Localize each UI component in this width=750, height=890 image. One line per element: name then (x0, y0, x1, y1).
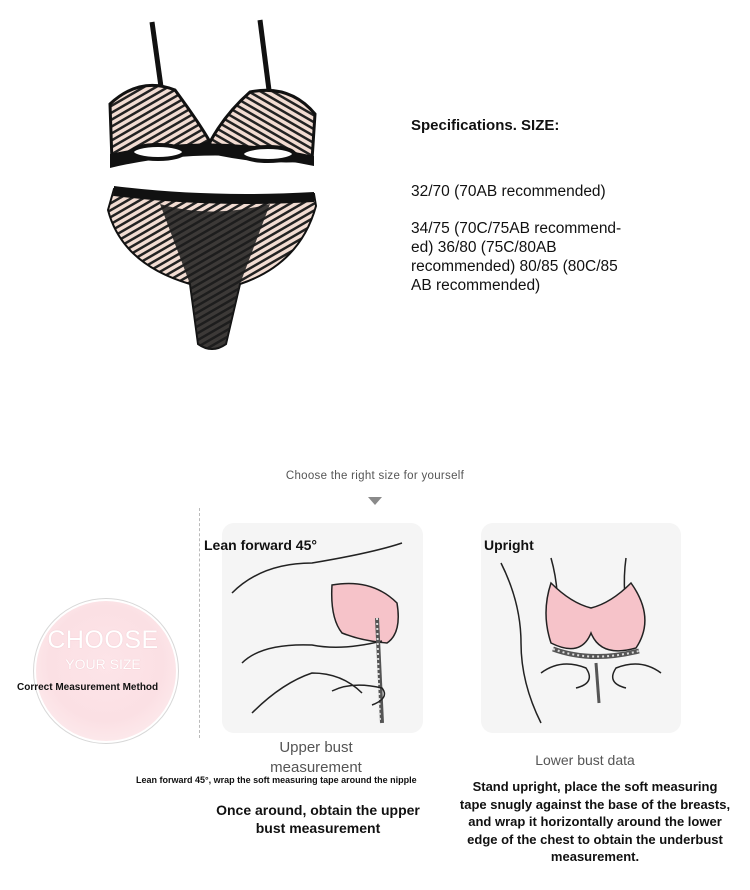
product-photo (100, 14, 322, 360)
upper-bust-title-line: measurement (270, 759, 362, 776)
lower-desc-line: measurement. (550, 849, 640, 864)
size-line-1: 32/70 (70AB recommended) (411, 183, 606, 200)
lower-desc-line: tape snugly against the base of the breasts, (459, 796, 731, 812)
lean-forward-label: Lean forward 45° (204, 537, 317, 553)
choose-note: Choose the right size for yourself (285, 470, 465, 482)
lower-desc-line: edge of the chest to obtain the underbust (467, 831, 723, 847)
lean-forward-illustration (222, 523, 423, 733)
upright-card (481, 523, 681, 733)
down-arrow-icon (368, 497, 382, 505)
upper-desc-line: Once around, obtain the upper (216, 802, 420, 818)
size-block (411, 219, 661, 295)
lower-bust-description (440, 778, 750, 866)
upright-label: Upright (484, 537, 534, 553)
size-line: recommended) 80/85 (80C/85 (411, 258, 618, 275)
upper-bust-title (236, 738, 396, 778)
upper-bust-title-line: Upper bust (279, 739, 353, 756)
upright-illustration (481, 523, 681, 733)
spec-title: Specifications. SIZE: (411, 117, 560, 134)
upper-desc-line: bust measurement (255, 820, 381, 836)
method-label: Correct Measurement Method (17, 682, 159, 693)
size-line: ed) 36/80 (75C/80AB (411, 239, 557, 256)
lower-bust-title: Lower bust data (535, 752, 635, 768)
lean-note: Lean forward 45°, wrap the soft measuring tape around the nipple (136, 775, 417, 785)
divider (199, 508, 200, 738)
lower-desc-line: Stand upright, place the soft measuring (472, 779, 718, 794)
size-line: 34/75 (70C/75AB recommend- (411, 220, 622, 237)
choose-subtitle: YOUR SIZE (65, 656, 141, 672)
lean-forward-card (222, 523, 423, 733)
size-line: AB recommended) (411, 277, 541, 294)
lower-desc-line: and wrap it horizontally around the lower (468, 814, 722, 829)
upper-bust-description (208, 801, 428, 837)
choose-title: CHOOSE (47, 626, 159, 654)
